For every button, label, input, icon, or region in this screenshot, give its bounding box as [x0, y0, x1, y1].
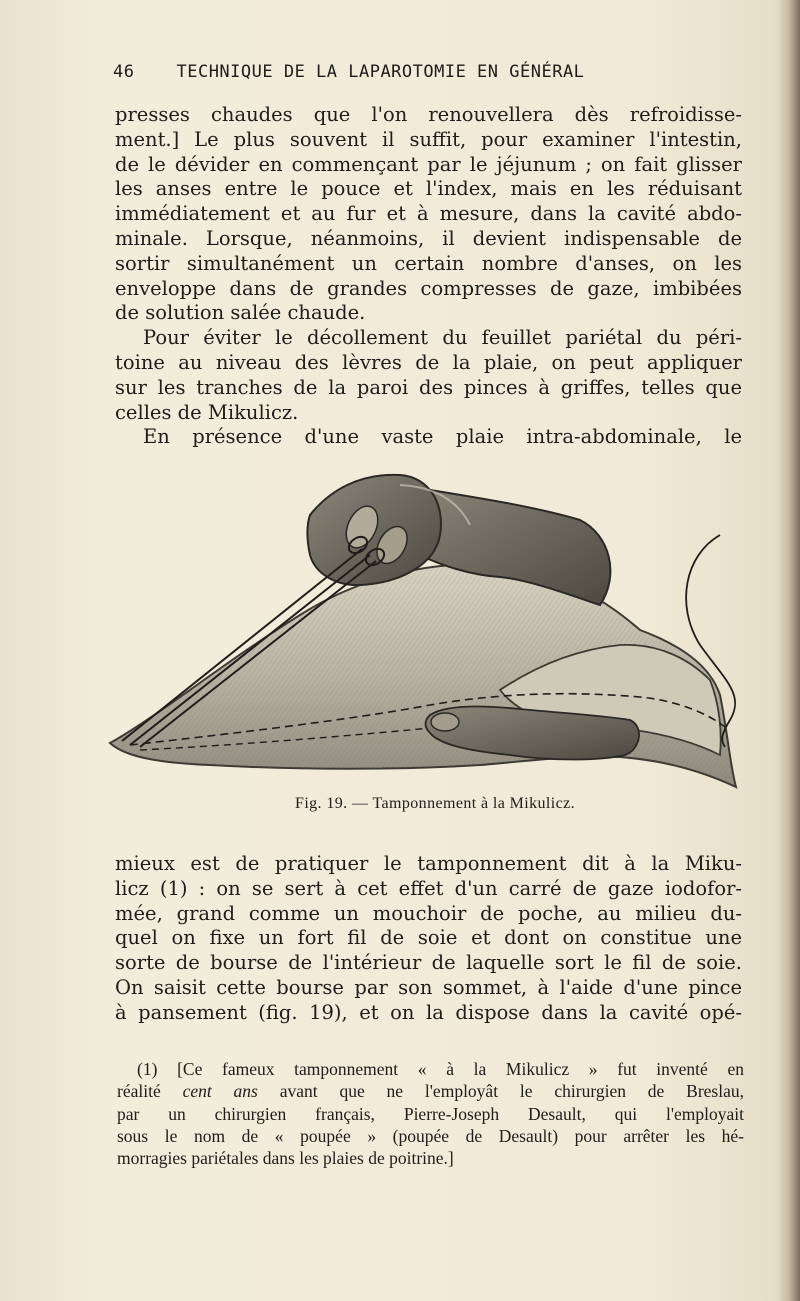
figure-caption: Fig. 19. — Tamponnement à la Mikulicz.	[295, 795, 575, 812]
text-line: à pansement (fig. 19), et on la dispose dans la cavité opé-	[115, 1000, 742, 1024]
footnote-line: par un chirurgien français, Pierre-Joseph Desault, qui l'employait	[117, 1103, 744, 1124]
text-line: mieux est de pratiquer le tamponnement dit à la Miku-	[115, 852, 742, 875]
text-line: enveloppe dans de grandes compresses de gaze, imbibées	[115, 276, 742, 300]
footnote-text: avant que ne l'employât le chirurgien de Breslau,	[257, 1081, 744, 1102]
footnote-italic: cent ans	[182, 1081, 258, 1102]
footnote-line: (1) [Ce fameux tamponnement « à la Mikulicz » fut inventé en	[137, 1059, 744, 1079]
text-line: de solution salée chaude.	[115, 301, 366, 325]
book-spine-shadow	[778, 0, 800, 1301]
running-title: TECHNIQUE DE LA LAPAROTOMIE EN GÉNÉRAL	[176, 62, 585, 82]
footnote-line	[117, 1080, 744, 1102]
text-line: toine au niveau des lèvres de la plaie, on peut appliquer	[115, 350, 742, 374]
text-line: celles de Mikulicz.	[115, 400, 299, 424]
body-text-top	[115, 103, 742, 450]
text-line: sur les tranches de la paroi des pinces à griffes, telles que	[115, 375, 742, 399]
text-line: ment.] Le plus souvent il suffit, pour examiner l'intestin,	[115, 127, 742, 151]
footnote-line: morragies pariétales dans les plaies de poitrine.]	[117, 1148, 454, 1169]
text-line: sortir simultanément un certain nombre d'anses, on les	[115, 251, 742, 275]
text-line: de le dévider en commençant par le jéjunum ; on fait glisser	[115, 152, 742, 176]
text-line: immédiatement et au fur et à mesure, dans la cavité abdo-	[115, 202, 742, 226]
text-line: les anses entre le pouce et l'index, mais en les réduisant	[115, 177, 742, 201]
text-line: mée, grand comme un mouchoir de poche, au milieu du-	[115, 901, 742, 925]
text-line: Pour éviter le décollement du feuillet pariétal du péri-	[143, 326, 742, 350]
page-number: 46	[113, 62, 135, 82]
running-header	[113, 62, 673, 82]
figure-illustration	[100, 465, 750, 795]
footnote-line: sous le nom de « poupée » (poupée de Desault) pour arrêter les hé-	[117, 1125, 744, 1146]
text-line: sorte de bourse de l'intérieur de laquelle sort le fil de soie.	[115, 951, 742, 975]
text-line: minale. Lorsque, néanmoins, il devient indispensable de	[115, 226, 742, 250]
footnote-text: réalité	[117, 1081, 183, 1102]
text-line: presses chaudes que l'on renouvellera dès refroidisse-	[115, 103, 742, 126]
text-line: En présence d'une vaste plaie intra-abdominale, le	[143, 425, 742, 449]
footnote	[117, 1058, 744, 1169]
body-text-bottom	[115, 852, 742, 1026]
text-line: On saisit cette bourse par son sommet, à l'aide d'une pince	[115, 975, 742, 999]
text-line: quel on fixe un fort fil de soie et dont on constitue une	[115, 926, 742, 950]
text-line: licz (1) : on se sert à cet effet d'un carré de gaze iodofor-	[115, 876, 742, 900]
